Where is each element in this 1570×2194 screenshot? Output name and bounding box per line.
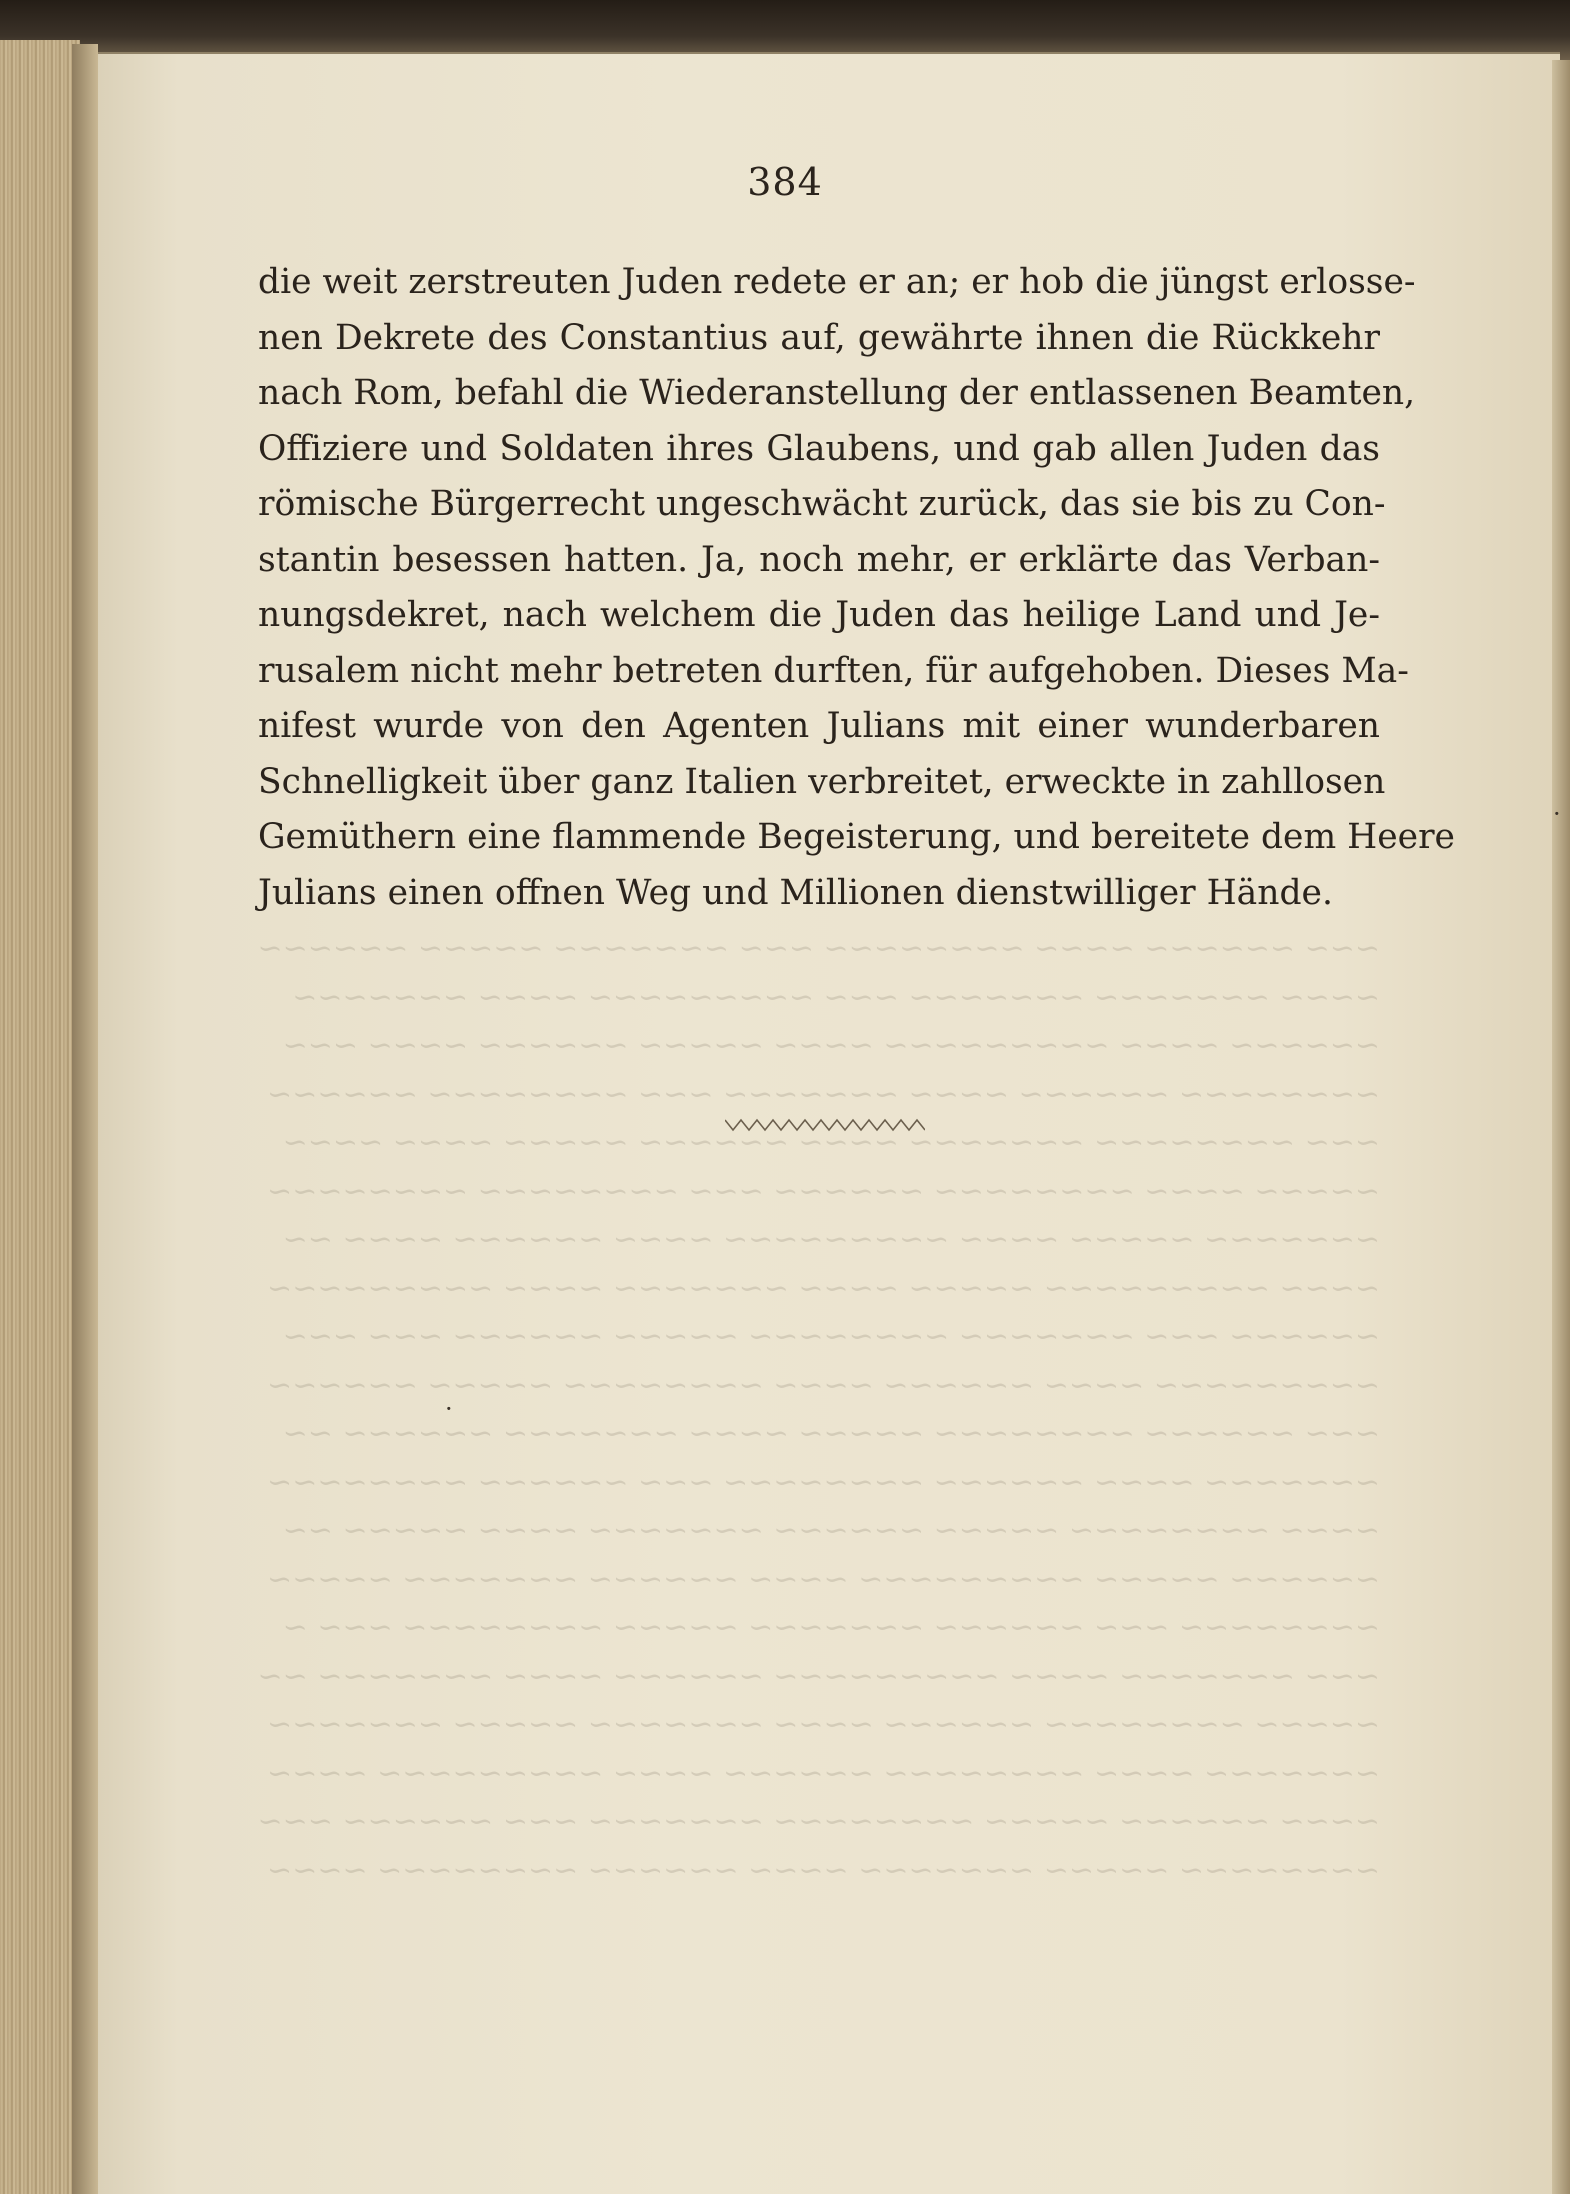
text-line: nen Dekrete des Constantius auf, gewährte ihnen die Rückkehr (258, 317, 1380, 358)
text-line: Gemüthern eine flammende Begeisterung, und bereitete dem Heere (258, 817, 1455, 857)
text-line: stantin besessen hatten. Ja, noch mehr, er erklärte das Verban- (258, 539, 1380, 580)
stacked-page-edges (0, 40, 80, 2194)
text-line: Offiziere und Soldaten ihres Glaubens, und gab allen Juden das (258, 428, 1380, 469)
text-line: römische Bürgerrecht ungeschwächt zurück, das sie bis zu Con- (258, 484, 1386, 524)
text-line: Julians einen offnen Weg und Millionen dienstwilliger Hände. (258, 872, 1333, 913)
body-text (258, 255, 1455, 921)
gutter-shadow (72, 44, 98, 2194)
stray-ink-mark: · (445, 1395, 453, 1423)
text-line: nungsdekret, nach welchem die Juden das heilige Land und Je- (258, 595, 1380, 635)
wavy-rule-icon (725, 1116, 925, 1134)
bleed-through-texture: ~~~ ~~~~~~ ~~~~ ~~~~~~~~ ~~~ ~~~~~~~ ~~~~~ ~~~~~~ ~~~~ ~~~~~~~ ~~~~~~~ ~~~ ~~~~~~~~~ ~~~~ ~~~~~~~ ~~~~~~ ~~~~ ~~~~~~~~~ ~~~~ ~~~~~ ~~~~~~ ~~~~ ~~~ ~~~~~~~~ ~~~~~~ ~~~~ ~~~~~~~ ~~~ ~~~~~~~~ ~~~~~~ ~~~ ~~~~~~~~ ~~~~~~~ ~~~~ ~~~~~~ ~~~~~ ~~~~ ~~~~ ~~~~~ ~~~~ ~~~~~~~~ ~~~~~~ ~~~ ~~~~~~~~ ~~~~~~~~ ~~~~~~~ ~~~~~ ~~~~ ~~~~~~~~~ ~~~~ ~~~~~~ ~~~~ ~~ ~~~~ ~~~~~~~~~ ~~~~~ ~~~~ ~~~~~~~ ~~~~ ~~~~~~~~~ ~~~~~~ ~~~ ~~~~~~~ ~~~~~~~~ ~~~~~ ~~~~~~ ~~~ ~~~ ~~~~~~~~~ ~~~~ ~~~~~~ ~~~~ ~~~~~~~~ ~~~~~ ~~~~~~ ~~~ ~~~~~~ ~~~~~~~~ ~~~~~ ~~~~ ~~~~~~~ ~~~~~~ ~~ ~~~~~~~ ~~~~ ~~~~~~ ~~~~~~~~ ~~~ ~~~~~~ ~~~~~~~~ ~~~~ ~~~~~~~~ ~~~~~ ~~~~~~ ~~~~~~~ ~~~~ ~~~~~ ~~ ~~~~~~ ~~~~~ ~~~~~~~~~ ~~~~ ~~~~~~ ~~~~~~~ ~~~~~ ~~~~~~~~ ~~~ ~~~~~~ ~~~~~~~ ~~~~~ ~~~~~~~~ ~~~ ~ ~~~ ~~~~~~~ ~~~~ ~~~~~~~~~ ~~~~~~ ~~~~ ~~~~~~~ ~~ ~~~~~ ~~~~~~~~ ~~~~~~ ~~~~ ~~~~~~~ ~~~~~ ~~~~~~~ ~~~~~~~ ~~~~ ~~~~~~~~ ~~~~~~ ~~~~ ~~~~~~~~~ ~~~~ ~~~~ ~~~~~~ ~~~~~ ~~~~~~~~ ~~~~~~~ ~~~ ~~~~~~ ~~~ ~~~~~~~~ ~~~~~ ~~~~~~~ ~~~~ ~~~~~~ ~~~~~~~~ ~~~~ (257, 931, 1380, 1888)
text-line: nach Rom, befahl die Wiederanstellung der entlassenen Beamten, (258, 373, 1416, 413)
text-line: nifest wurde von den Agenten Julians mit einer wunderbaren (258, 706, 1380, 746)
text-line: rusalem nicht mehr betreten durften, für aufgehoben. Dieses Ma- (258, 650, 1409, 691)
right-page-edge (1552, 60, 1570, 2194)
text-line: die weit zerstreuten Juden redete er an; er hob die jüngst erlosse- (258, 262, 1416, 302)
page-number: 384 (747, 160, 823, 204)
top-shadow (0, 0, 1570, 60)
text-line: Schnelligkeit über ganz Italien verbreitet, erweckte in zahllosen (258, 761, 1386, 802)
stray-ink-mark: · (1553, 800, 1561, 828)
